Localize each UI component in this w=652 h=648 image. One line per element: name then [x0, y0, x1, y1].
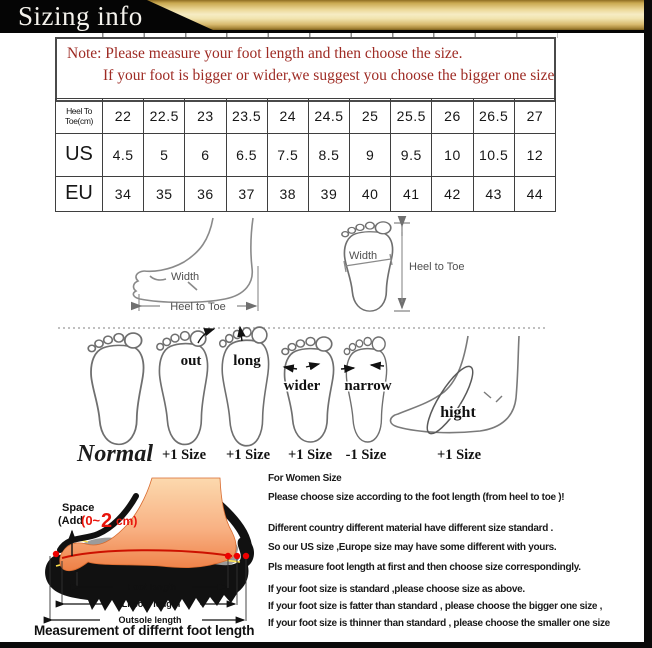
add-label: (Add: [58, 515, 84, 527]
info-line: If your foot size is standard ,please choose size as above.: [268, 584, 525, 595]
info-line: If your foot size is thinner than standard , please choose the smaller one size: [268, 617, 610, 629]
out-label: out: [180, 353, 202, 369]
table-cell: 10: [432, 134, 473, 177]
toe-marker-dot: [53, 551, 59, 557]
table-cell: 38: [267, 176, 308, 211]
insole-length-label: Lnsole length: [121, 599, 181, 609]
table-cell: 26: [432, 99, 473, 134]
info-line: Different country different material have different size standard .: [268, 523, 553, 534]
table-cell: 22.5: [144, 99, 185, 134]
table-cell: 6: [185, 134, 226, 177]
foot-type-hight: [390, 336, 519, 439]
table-cell: 7.5: [267, 134, 308, 177]
side-width-label: Width: [171, 271, 200, 283]
footprint-width-label: Width: [349, 250, 378, 262]
table-cell: 39: [308, 176, 349, 211]
foot-type-long: [220, 327, 269, 446]
table-cell: 5: [144, 134, 185, 177]
shoe-diagram: [45, 478, 254, 625]
table-cell: 10.5: [473, 134, 514, 177]
side-heel-to-toe-label: Heel to Toe: [170, 301, 226, 313]
table-cell: 34: [103, 176, 144, 211]
info-line: If your foot size is fatter than standard , please choose the bigger one size ,: [268, 600, 603, 612]
narrow-label: narrow: [344, 378, 392, 394]
range-open-label: (0~: [81, 513, 101, 528]
table-cell: 6.5: [226, 134, 267, 177]
table-cell: 27: [514, 99, 555, 134]
header-bar: [0, 0, 652, 33]
table-cell: 24.5: [308, 99, 349, 134]
table-cell: 25: [350, 99, 391, 134]
row-header-heel-to-toe: Heel To Toe(cm): [56, 99, 103, 134]
outsole-length-label: Outsole length: [118, 615, 182, 625]
wider-label: wider: [283, 378, 321, 394]
range-value-label: 2: [101, 510, 113, 532]
heel-marker-dot: [243, 553, 249, 559]
table-cell: 9: [350, 134, 391, 177]
heel-marker-dot: [234, 553, 240, 559]
row-header-us: US: [56, 134, 103, 177]
heel-marker-dot: [225, 553, 231, 559]
table-cell: 35: [144, 176, 185, 211]
measurement-caption: Measurement of differnt foot length: [34, 623, 255, 638]
narrow-size-label: -1 Size: [345, 447, 387, 463]
range-unit-label: cm): [116, 514, 138, 528]
table-cell: 8.5: [308, 134, 349, 177]
table-cell: 23.5: [226, 99, 267, 134]
table-cell: 44: [514, 176, 555, 211]
right-border-strip: [644, 0, 652, 648]
foot-type-out: [157, 329, 214, 444]
footprint-heel-to-toe-label: Heel to Toe: [409, 261, 465, 273]
table-cell: 43: [473, 176, 514, 211]
footprint-diagram: [342, 222, 465, 311]
long-size-label: +1 Size: [225, 447, 271, 463]
table-cell: 40: [350, 176, 391, 211]
table-cell: 25.5: [391, 99, 432, 134]
foot-length-label: Foot length: [127, 582, 177, 592]
table-cell: 23: [185, 99, 226, 134]
hight-size-label: +1 Size: [436, 447, 482, 463]
info-line: Please choose size according to the foot length (from heel to toe )!: [268, 491, 565, 503]
info-line: Pls measure foot length at first and then choose size correspondingly.: [268, 562, 581, 573]
info-line: So our US size ,Europe size may have some different with yours.: [268, 541, 557, 553]
side-foot-diagram: [133, 218, 258, 311]
info-line: For Women Size: [268, 473, 342, 484]
out-size-label: +1 Size: [161, 447, 207, 463]
table-cell: 42: [432, 176, 473, 211]
note-line-2: If your foot is bigger or wider,we suggest you choose the bigger one size: [103, 67, 555, 85]
wider-size-label: +1 Size: [287, 447, 333, 463]
foot-type-narrow: [341, 337, 392, 442]
table-cell: 41: [391, 176, 432, 211]
foot-type-wider: [282, 337, 334, 442]
page-title: Sizing info: [18, 1, 143, 31]
long-label: long: [233, 353, 261, 369]
row-header-eu: EU: [56, 176, 103, 211]
space-label: Space: [62, 502, 95, 514]
note-line-1: Note: Please measure your foot length and then choose the size.: [67, 45, 463, 62]
table-cell: 22: [103, 99, 144, 134]
table-cell: 24: [267, 99, 308, 134]
bottom-border-strip: [0, 642, 652, 648]
foot-type-normal: [88, 333, 143, 444]
table-cell: 4.5: [103, 134, 144, 177]
table-cell: 37: [226, 176, 267, 211]
table-cell: 12: [514, 134, 555, 177]
hight-label: hight: [440, 404, 476, 421]
normal-size-label: Normal: [76, 441, 154, 467]
table-cell: 9.5: [391, 134, 432, 177]
table-cell: 26.5: [473, 99, 514, 134]
table-cell: 36: [185, 176, 226, 211]
